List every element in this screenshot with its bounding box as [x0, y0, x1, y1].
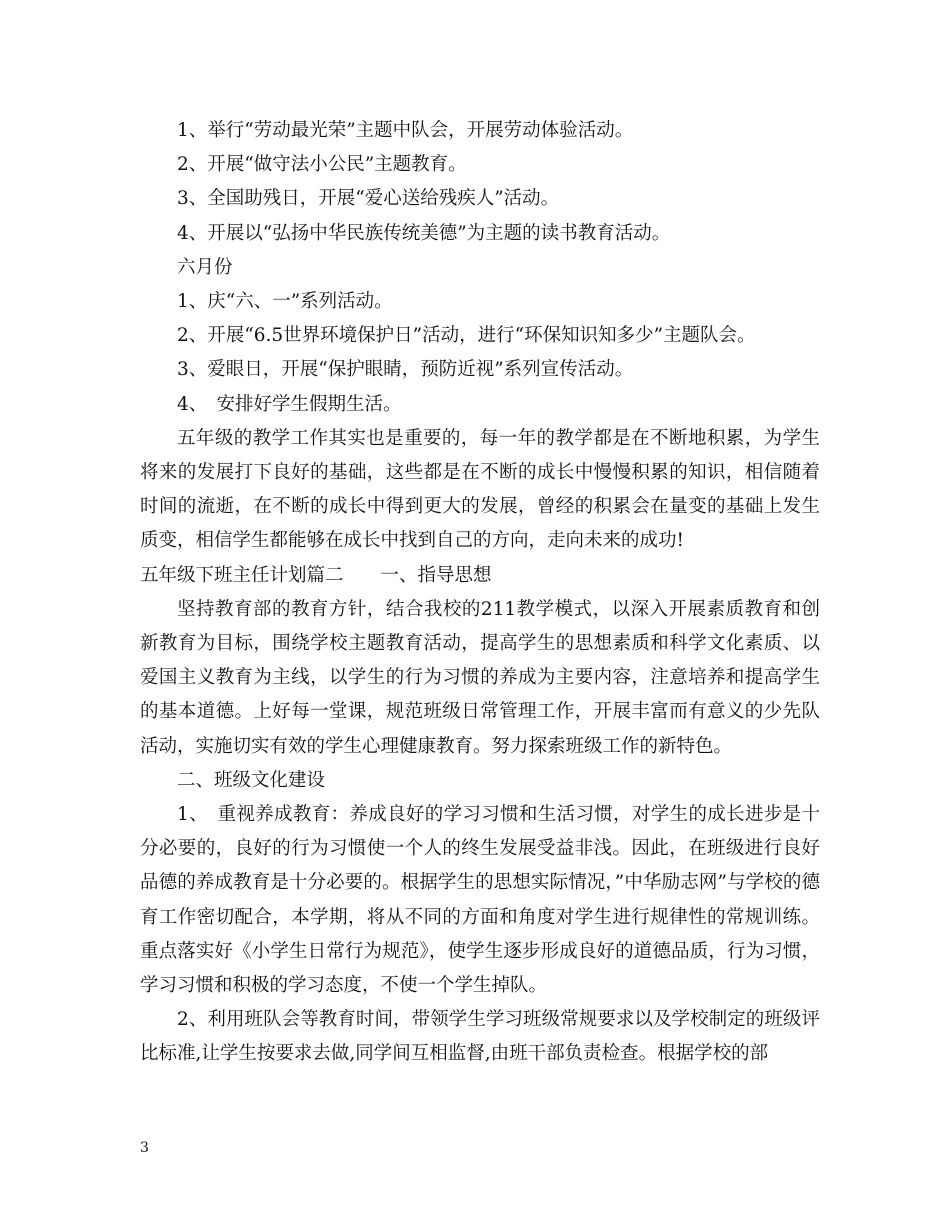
paragraph-june-3: 3、爱眼日，开展“保护眼睛，预防近视”系列宣传活动。 [177, 359, 634, 381]
paragraph-activity-3: 3、全国助残日，开展“爱心送给残疾人”活动。 [177, 188, 560, 210]
section-heading-june: 六月份 [177, 256, 233, 278]
section-title-plan-two: 五年级下班主任计划篇二 一、指导思想 [140, 564, 492, 586]
paragraph-guiding-ideology: 坚持教育部的教育方针，结合我校的211教学模式，以深入开展素质教育和创新教育为目标，围绕学校主题教育活动，提高学生的思想素质和科学文化素质、以爱国主义教育为主线，以学生的行为习惯的养成为主要内容，注意培养和提高学生的基本道德。上好每一堂课，规范班级日常管理工作，开展丰富而有意义的少先队活动，实施切实有效的学生心理健康教育。努力探索班级工作的新特色。 [140, 598, 820, 757]
paragraph-june-2: 2、开展“6.5世界环境保护日”活动，进行“环保知识知多少”主题队会。 [177, 325, 756, 347]
paragraph-habit-education: 1、 重视养成教育：养成良好的学习习惯和生活习惯，对学生的成长进步是十分必要的，良好的行为习惯使一个人的终生发展受益非浅。因此，在班级进行良好品德的养成教育是十分必要的。根据学生的思想实际情况，”中华励志网”与学校的德育工作密切配合，本学期，将从不同的方面和角度对学生进行规律性的常规训练。重点落实好《小学生日常行为规范》，使学生逐步形成良好的道德品质，行为习惯，学习习惯和积极的学习态度，不使一个学生掉队。 [140, 804, 820, 997]
paragraph-june-4: 4、 安排好学生假期生活。 [177, 393, 402, 415]
paragraph-activity-4: 4、开展以“弘扬中华民族传统美德”为主题的读书教育活动。 [177, 222, 671, 244]
page-number: 3 [140, 1140, 149, 1156]
section-heading-class-culture: 二、班级文化建设 [177, 769, 326, 791]
document-body [140, 114, 820, 1072]
paragraph-activity-1: 1、举行“劳动最光荣”主题中队会，开展劳动体验活动。 [177, 120, 634, 141]
paragraph-class-meeting: 2、利用班队会等教育时间，带领学生学习班级常规要求以及学校制定的班级评比标准,让学生按要求去做,同学间互相监督,由班干部负责检查。根据学校的部 [140, 1009, 820, 1065]
paragraph-activity-2: 2、开展“做守法小公民”主题教育。 [177, 154, 467, 176]
paragraph-summary: 五年级的教学工作其实也是重要的，每一年的教学都是在不断地积累，为学生将来的发展打下良好的基础，这些都是在不断的成长中慢慢积累的知识，相信随着时间的流逝，在不断的成长中得到更大的发展，曾经的积累会在量变的基础上发生质变，相信学生都能够在成长中找到自己的方向，走向未来的成功! [140, 427, 820, 552]
paragraph-june-1: 1、庆“六、一”系列活动。 [177, 291, 393, 313]
